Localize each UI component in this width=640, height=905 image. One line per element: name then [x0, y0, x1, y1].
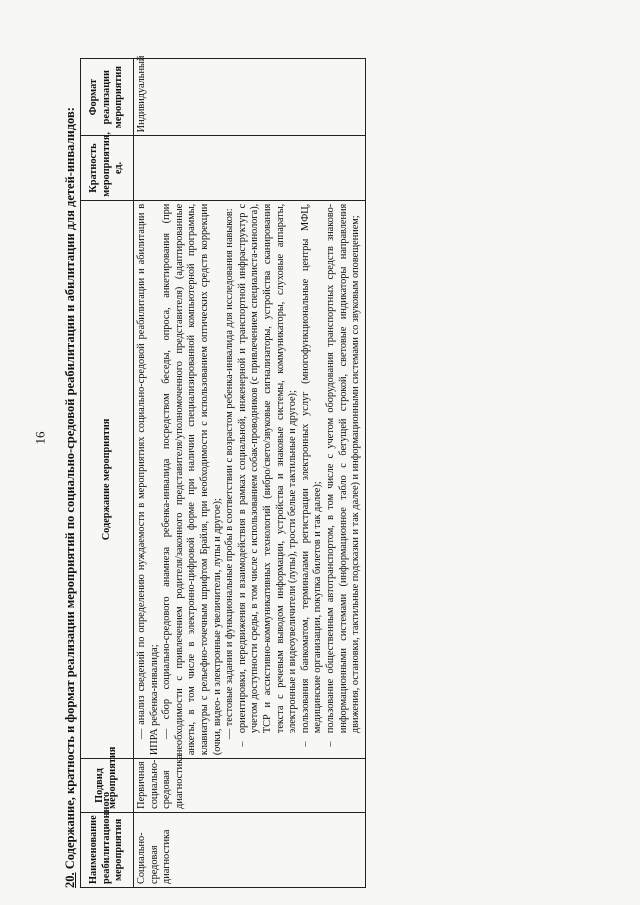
list-item-text: пользование общественным автотранспортом, в том числе с учетом оборудования транспортных средств знаково-информационными системами (информационное табло с бегущей строкой, световые индикаторы направления движения, остановки, тактильные подсказки и так далее) и информационными системами со звуковым оповещением; [324, 203, 362, 734]
header-subtype: Подвид мероприятия [81, 759, 134, 813]
list-dash: – [236, 741, 248, 747]
list-item [325, 204, 363, 755]
section-title: Содержание, кратность и формат реализации мероприятий по социально-средовой реабилитации и абилитации для детей-инвалидов: [63, 107, 77, 870]
list-dash: – [299, 741, 311, 747]
header-content: Содержание мероприятия [81, 200, 134, 758]
list-item [237, 204, 300, 755]
list-item-text: пользования банкоматом, терминалами регистрации электронных услуг (многофункциональные центры МФЦ, медицинские организации, покупка билетов и так далее); [299, 203, 324, 734]
cell-frequency [134, 136, 366, 200]
content-para-3: — тестовые задания и функциональные пробы в соответствии с возрастом ребенка-инвалида для исследования навыков: [224, 208, 236, 740]
list-item-text: ориентировки, передвижения и взаимодействия в рамках социальной, инженерной и транспортной инфраструктур с учетом доступности среды, в том числе с использованием собак-проводников (с привлечением специалиста-кинолога), ТСР и ассистивно-коммуникативных технологий (вибро/свето/звуковые сигнализаторы, устройства сканирования текста с речевым выводом информации, устройства и знаковые системы, коммуникаторы, слуховые аппараты, электронные и видеоувеличители (лупы), трости белые тактильные и другое); [236, 203, 299, 734]
section-number: 20. [63, 872, 77, 888]
cell-content [134, 200, 366, 758]
header-format: Формат реализации мероприятия [81, 59, 134, 136]
cell-name: Социально-средовая диагностика [134, 812, 366, 887]
table-header-row [81, 59, 134, 888]
page-number: 16 [32, 431, 48, 445]
cell-format: Индивидуальный [134, 59, 366, 136]
activities-table [80, 55, 366, 888]
header-name: Наименование реабилитационного мероприятия [81, 812, 134, 887]
cell-subtype: Первичная социально-средовая диагностика [134, 759, 366, 813]
list-dash: – [324, 741, 336, 747]
content-para-2: — сбор социально-средового анамнеза ребенка-инвалида посредством беседы, опроса, анкетирования (при необходимости с привлечением родителя/законного представителя/уполномоченного представителя) (адаптированные анкеты, в том числе в электронно-цифровой форме при наличии специализированной компьютерной программы, клавиатуры с рельефно-точечным шрифтом Брайля, при необходимости с использованием оптических средств коррекции (очки, видео- и электронные увеличители, лупы и другое); [161, 203, 223, 756]
table-row [134, 59, 366, 888]
header-frequency: Кратность мероприятия, ед. [81, 136, 134, 200]
list-item [300, 204, 325, 755]
section-heading [62, 58, 80, 888]
content-para-1: — анализ сведений по определению нуждаемости в мероприятиях социально-средовой реабилитации и абилитации в ИПРА ребенка-инвалида; [136, 203, 160, 756]
rotated-document [62, 55, 568, 888]
